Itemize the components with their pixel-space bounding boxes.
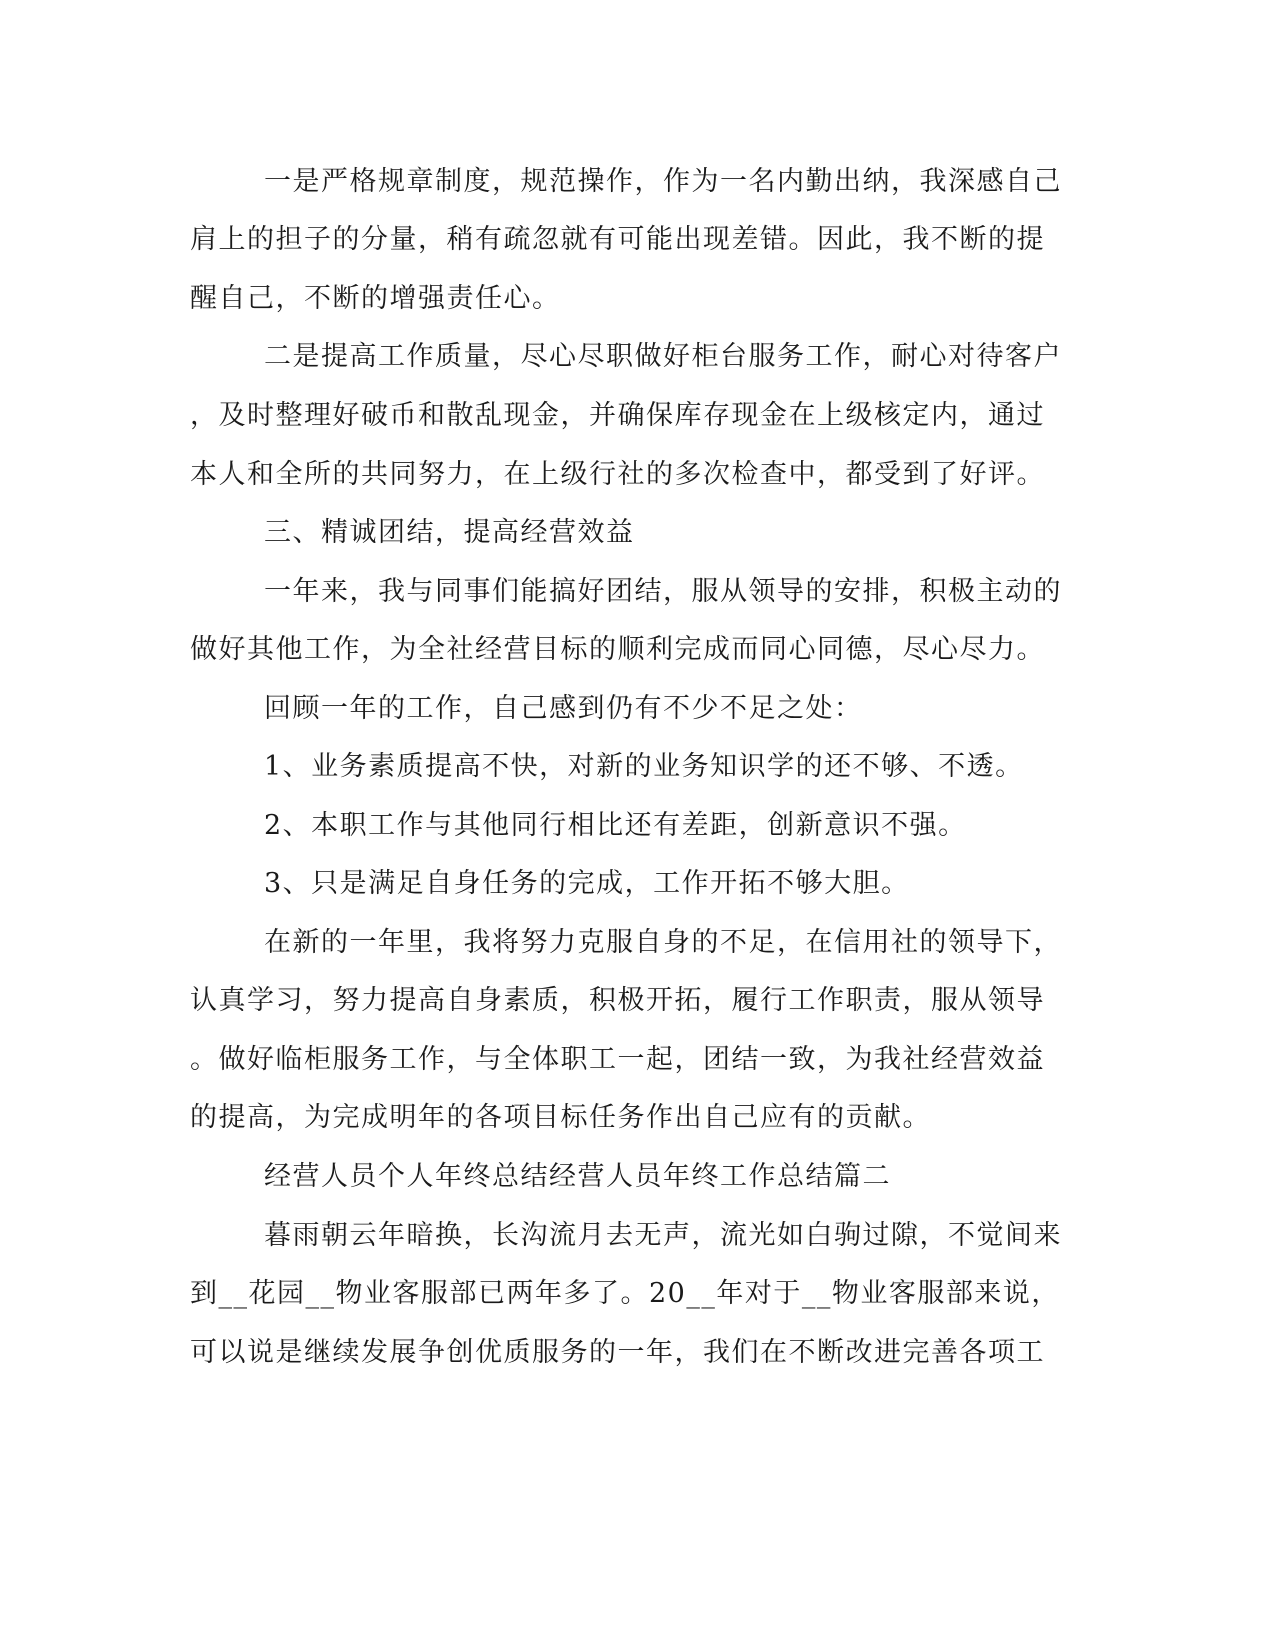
text-line: 的提高，为完成明年的各项目标任务作出自己应有的贡献。 [190, 1102, 931, 1133]
list-item: 3、只是满足自身任务的完成，工作开拓不够大胆。 [264, 868, 910, 899]
text-line: 。做好临柜服务工作，与全体职工一起，团结一致，为我社经营效益 [190, 1044, 1045, 1075]
text-line: ，及时整理好破币和散乱现金，并确保库存现金在上级核定内，通过 [190, 400, 1045, 431]
text-line: 回顾一年的工作，自己感到仍有不少不足之处： [264, 693, 863, 724]
list-item: 2、本职工作与其他同行相比还有差距，创新意识不强。 [264, 810, 967, 841]
section-heading: 三、精诚团结，提高经营效益 [264, 517, 635, 548]
text-line: 本人和全所的共同努力，在上级行社的多次检查中，都受到了好评。 [190, 459, 1045, 490]
text-line: 做好其他工作，为全社经营目标的顺利完成而同心同德，尽心尽力。 [190, 634, 1045, 665]
text-line: 肩上的担子的分量，稍有疏忽就有可能出现差错。因此，我不断的提 [190, 224, 1045, 255]
text-line: 暮雨朝云年暗换，长沟流月去无声，流光如白驹过隙，不觉间来 [264, 1220, 1062, 1251]
section-heading: 经营人员个人年终总结经营人员年终工作总结篇二 [264, 1161, 891, 1192]
text-line: 可以说是继续发展争创优质服务的一年，我们在不断改进完善各项工 [190, 1337, 1045, 1368]
text-line: 在新的一年里，我将努力克服自身的不足，在信用社的领导下， [264, 927, 1062, 958]
list-item: 1、业务素质提高不快，对新的业务知识学的还不够、不透。 [264, 751, 1024, 782]
text-line: 到__花园__物业客服部已两年多了。20__年对于__物业客服部来说， [190, 1278, 1060, 1309]
text-line: 醒自己，不断的增强责任心。 [190, 283, 561, 314]
text-line: 二是提高工作质量，尽心尽职做好柜台服务工作，耐心对待客户 [264, 341, 1062, 372]
text-line: 认真学习，努力提高自身素质，积极开拓，履行工作职责，服从领导 [190, 985, 1045, 1016]
text-line: 一年来，我与同事们能搞好团结，服从领导的安排，积极主动的 [264, 576, 1062, 607]
text-line: 一是严格规章制度，规范操作，作为一名内勤出纳，我深感自己 [264, 166, 1062, 197]
